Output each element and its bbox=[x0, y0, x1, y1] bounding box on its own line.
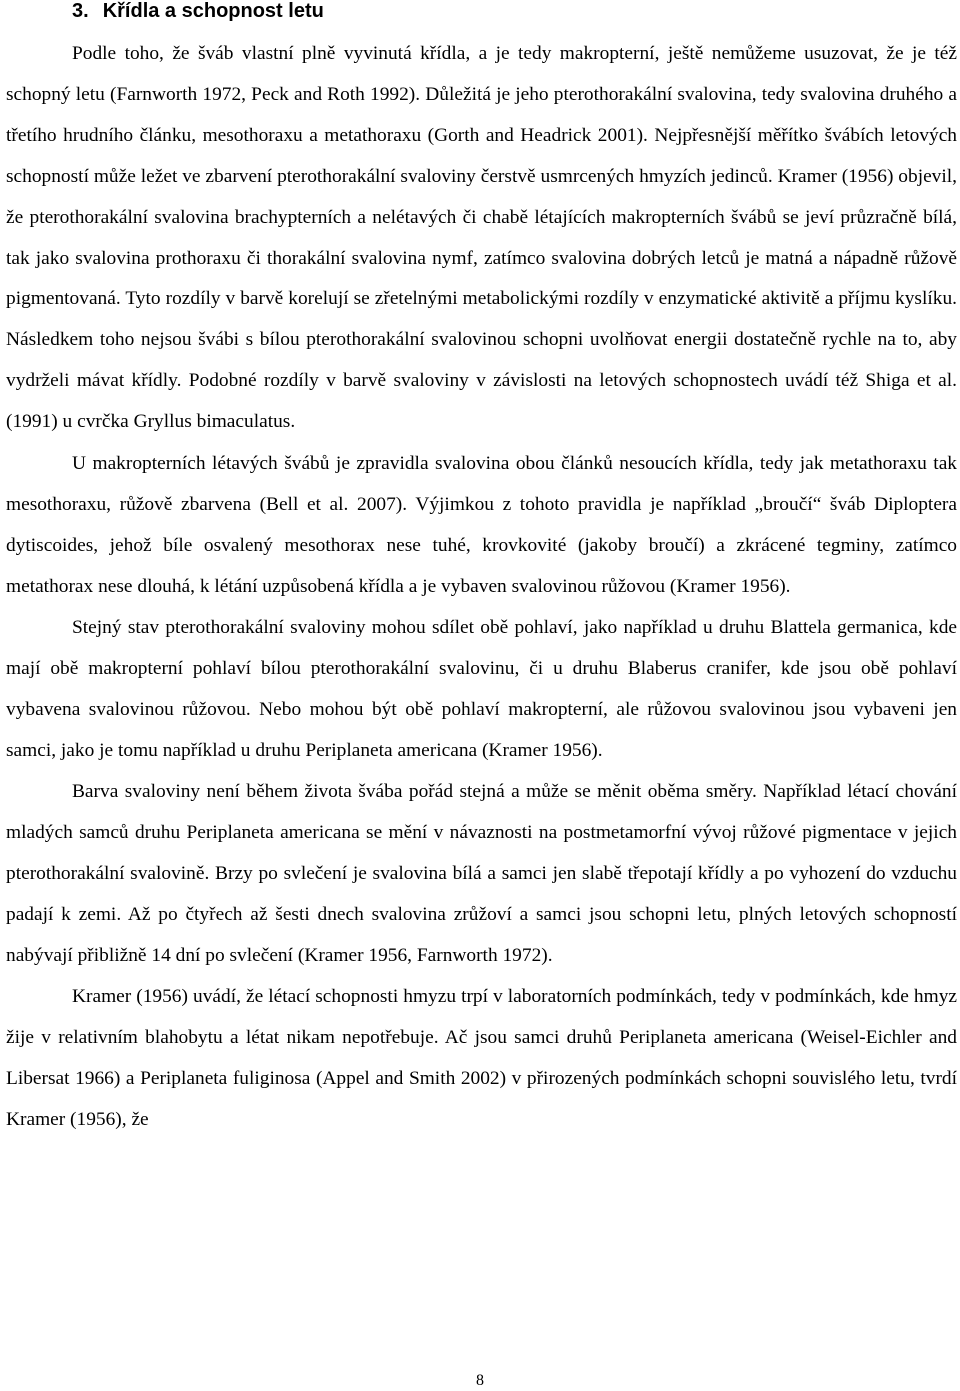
paragraph: Podle toho, že šváb vlastní plně vyvinutá křídla, a je tedy makropterní, ještě nemůžeme usuzovat, že je též schopný letu (Farnworth 1972, Peck and Roth 1992). Důležitá je jeho pterothorakální svalovina, tedy svalovina druhého a třetího hrudního článku, mesothoraxu a metathoraxu (Gorth and Headrick 2001). Nejpřesnější měřítko švábích letových schopností může ležet ve zbarvení pterothorakální svaloviny čerstvě usmrcených hmyzích jedinců. Kramer (1956) objevil, že pterothorakální svalovina brachypterních a nelétavých či chabě létajících makropterních švábů se jeví průzračně bílá, tak jako svalovina prothoraxu či thorakální svalovina nymf, zatímco svalovina dobrých letců je matná a nápadně růžově pigmentovaná. Tyto rozdíly v barvě korelují se zřetelnými metabolickými rozdíly v enzymatické aktivitě a příjmu kyslíku. Následkem toho nejsou švábi s bílou pterothorakální svalovinou schopni uvolňovat energii dostatečně rychle na to, aby vydrželi mávat křídly. Podobné rozdíly v barvě svaloviny v závislosti na letových schopnostech uvádí též Shiga et al. (1991) u cvrčka Gryllus bimaculatus. bbox=[6, 43, 957, 433]
page-number: 8 bbox=[476, 1372, 484, 1389]
paragraph: Barva svaloviny není během života švába pořád stejná a může se měnit oběma směry. Například létací chování mladých samců druhu Periplaneta americana se mění v návaznosti na postmetamorfní vývoj růžové pigmentace v jejich pterothorakální svalovině. Brzy po svlečení je svalovina bílá a samci jen slabě třepotají křídly a po vyhození do vzduchu padají k zemi. Až po čtyřech až šesti dnech svalovina zrůžoví a samci jsou schopni letu, plných letových schopností nabývají přibližně 14 dní po svlečení (Kramer 1956, Farnworth 1972). bbox=[6, 781, 957, 967]
body-text bbox=[6, 34, 957, 1140]
section-heading bbox=[72, 0, 324, 26]
paragraph: U makropterních létavých švábů je zpravidla svalovina obou článků nesoucích křídla, tedy jak metathoraxu tak mesothoraxu, růžově zbarvena (Bell et al. 2007). Výjimkou z tohoto pravidla je například „broučí“ šváb Diploptera dytiscoides, jehož bíle osvalený mesothorax nese tuhé, krovkovité (jakoby broučí) a zkrácené tegminy, zatímco metathorax nese dlouhá, k létání uzpůsobená křídla a je vybaven svalovinou růžovou (Kramer 1956). bbox=[6, 453, 957, 598]
section-title: Křídla a schopnost letu bbox=[102, 0, 324, 22]
paragraph: Stejný stav pterothorakální svaloviny mohou sdílet obě pohlaví, jako například u druhu Blattela germanica, kde mají obě makropterní pohlaví bílou pterothorakální svalovinu, či u druhu Blaberus cranifer, kde jsou obě pohlaví vybavena svalovinou růžovou. Nebo mohou být obě pohlaví makropterní, ale růžovou svalovinou jsou vybaveni jen samci, jako je tomu například u druhu Periplaneta americana (Kramer 1956). bbox=[6, 617, 957, 762]
section-number: 3. bbox=[72, 0, 89, 22]
paragraph: Kramer (1956) uvádí, že létací schopnosti hmyzu trpí v laboratorních podmínkách, tedy v podmínkách, kde hmyz žije v relativním blahobytu a létat nikam nepotřebuje. Ač jsou samci druhů Periplaneta americana (Weisel-Eichler and Libersat 1966) a Periplaneta fuliginosa (Appel and Smith 2002) v přirozených podmínkách schopni souvislého letu, tvrdí Kramer (1956), že bbox=[6, 986, 957, 1131]
